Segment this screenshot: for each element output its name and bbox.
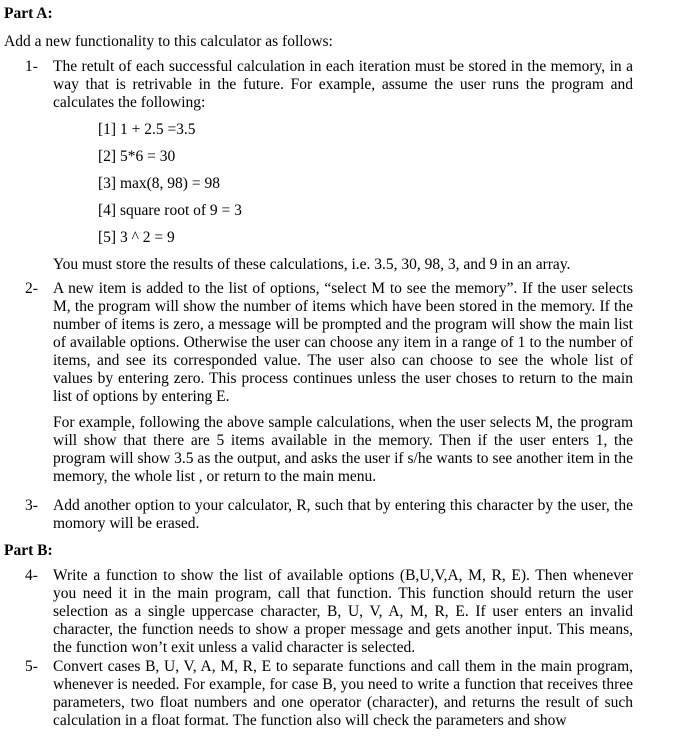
list-item-3-number: 3- [25,497,38,514]
list-item-5-number: 5- [25,658,38,675]
calc-line-5: [5] 3 ^ 2 = 9 [98,229,175,246]
calc-line-1: [1] 1 + 2.5 =3.5 [98,121,196,138]
list-item-4-text: Write a function to show the list of available options (B,U,V,A, M, R, E). Then whenever you need it in the main program, call that function. This function should return the user selection as a single uppercase character, B, U, V, A, M, R, E. If user enters an invalid character, the function needs to show a proper message and gets another input. This means, the function won’t exit unless a valid character is selected. [53,567,633,656]
list-item-4-number: 4- [25,567,38,584]
item-1-conclusion: You must store the results of these calculations, i.e. 3.5, 30, 98, 3, and 9 in an array. [53,256,571,273]
part-a-intro: Add a new functionality to this calculator as follows: [4,33,333,50]
calc-line-3: [3] max(8, 98) = 98 [98,175,220,192]
list-item-1-text: The retult of each successful calculation in each iteration must be stored in the memory, in a way that is retrivable in the future. For example, assume the user runs the program and calculates the following: [53,58,633,111]
list-item-5-text: Convert cases B, U, V, A, M, R, E to separate functions and call them in the main program, whenever is needed. For example, for case B, you need to write a function that receives three parameters, two float numbers and one operator (character), and returns the result of such calculation in a float format. The function also will check the parameters and show [53,658,633,729]
list-item-2-paragraph-1: A new item is added to the list of options, “select M to see the memory”. If the user selects M, the program will show the number of items which have been stored in the memory. If the number of items is zero, a message will be prompted and the program will show the main list of available options. Otherwise the user can choose any item in a range of 1 to the number of items, and see its corresponded value. The user also can choose to see the whole list of values by entering zero. This process continues unless the user choses to return to the main list of options by entering E. [53,280,633,405]
list-item-2-number: 2- [25,280,38,297]
calc-line-4: [4] square root of 9 = 3 [98,202,242,219]
list-item-1-number: 1- [25,58,38,75]
part-a-heading: Part A: [4,5,53,22]
list-item-2-paragraph-2: For example, following the above sample calculations, when the user selects M, the program will show that there are 5 items available in the memory. Then if the user enters 1, the program will show 3.5 as the output, and asks the user if s/he wants to see another item in the memory, the whole list , or return to the main menu. [53,414,633,485]
calc-line-2: [2] 5*6 = 30 [98,148,176,165]
part-b-heading: Part B: [4,542,53,559]
list-item-3-text: Add another option to your calculator, R, such that by entering this character by the user, the momory will be erased. [53,497,633,532]
